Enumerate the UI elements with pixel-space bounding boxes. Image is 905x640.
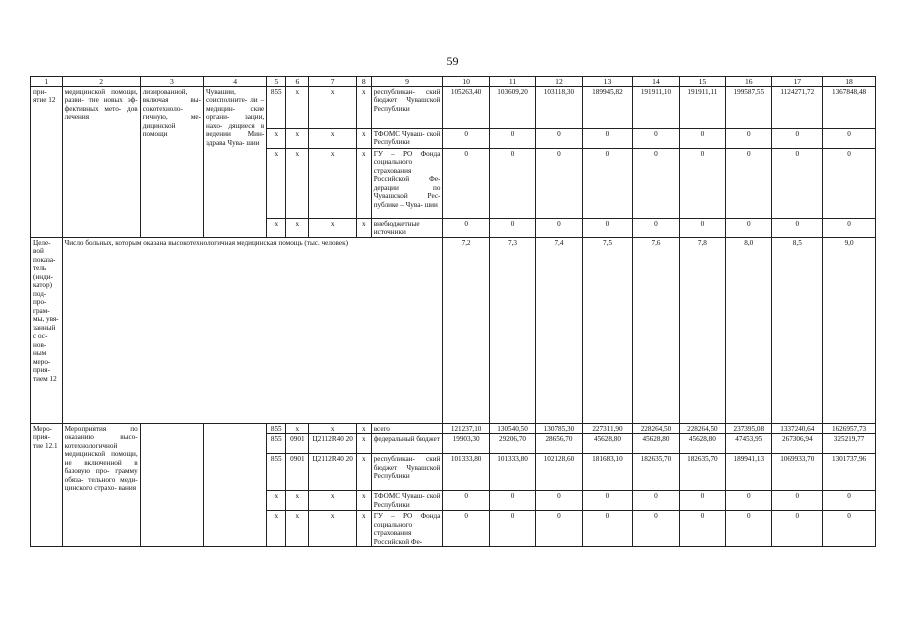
value-cell: 0 [582,219,633,238]
value-cell: 0 [726,219,772,238]
target-article-cell: х [309,424,356,434]
value-cell: 181683,10 [582,454,633,491]
value-cell: 0 [582,149,633,219]
expense-type-cell: х [356,491,371,511]
value-cell: 0 [633,219,679,238]
event-code-cell: при- ятие 12 [31,87,63,238]
value-cell: 102128,60 [536,454,582,491]
funding-source-cell: федеральный бюджет [371,434,443,454]
column-number: 9 [371,77,443,87]
value-cell: 227311,90 [582,424,633,434]
target-article-cell: Ц2112R40 20 [309,434,356,454]
section-cell: 0901 [286,454,309,491]
column-number: 5 [267,77,286,87]
expense-type-cell: х [356,129,371,149]
indicator-label-cell: Целе- вой показа- тель (инди- катор) под- про- грам- мы, увя- занный с ос- нов- ным меро- прия- тием 12 [31,238,63,424]
column-number: 13 [582,77,633,87]
value-cell: 0 [679,129,725,149]
section-cell: х [286,129,309,149]
expense-type-cell: х [356,87,371,129]
value-cell: 47453,95 [726,434,772,454]
table-row [31,424,876,434]
value-cell: 0 [443,129,489,149]
event-description-cell [140,424,203,547]
funding-source-cell: всего [371,424,443,434]
value-cell: 0 [823,149,876,219]
value-cell: 0 [726,491,772,511]
section-cell: х [286,219,309,238]
value-cell: 0 [536,491,582,511]
column-number: 18 [823,77,876,87]
value-cell: 19903,30 [443,434,489,454]
value-cell: 0 [823,129,876,149]
value-cell: 325219,77 [823,434,876,454]
column-number: 12 [536,77,582,87]
value-cell: 0 [726,149,772,219]
column-number: 4 [203,77,266,87]
value-cell: 101333,80 [489,454,535,491]
section-cell: х [286,424,309,434]
expense-type-cell: х [356,454,371,491]
responsible-executor-cell [203,424,266,547]
indicator-value-cell: 7,5 [582,238,633,424]
grbs-cell: х [267,129,286,149]
grbs-cell: 855 [267,424,286,434]
value-cell: 0 [679,511,725,547]
value-cell: 0 [823,511,876,547]
expense-type-cell: х [356,511,371,547]
target-article-cell: х [309,87,356,129]
grbs-cell: 855 [267,434,286,454]
value-cell: 0 [489,149,535,219]
funding-source-cell: ГУ – РО Фонда социального страхования Российской Фе- дерации по Чувашской Рес- публике – Чува- шии [371,149,443,219]
value-cell: 45628,80 [582,434,633,454]
column-number: 6 [286,77,309,87]
value-cell: 0 [582,129,633,149]
value-cell: 0 [443,491,489,511]
grbs-cell: х [267,511,286,547]
column-number: 10 [443,77,489,87]
value-cell: 45628,80 [679,434,725,454]
column-number: 15 [679,77,725,87]
value-cell: 0 [443,511,489,547]
indicator-value-cell: 8,0 [726,238,772,424]
value-cell: 0 [679,219,725,238]
target-article-cell: х [309,491,356,511]
value-cell: 0 [823,491,876,511]
column-number: 11 [489,77,535,87]
column-number: 8 [356,77,371,87]
value-cell: 0 [823,219,876,238]
section-cell: 0901 [286,434,309,454]
value-cell: 191911,10 [633,87,679,129]
value-cell: 1301737,96 [823,454,876,491]
value-cell: 0 [489,219,535,238]
expense-type-cell: х [356,149,371,219]
value-cell: 130540,50 [489,424,535,434]
value-cell: 199587,55 [726,87,772,129]
column-number: 14 [633,77,679,87]
indicator-value-cell: 7,2 [443,238,489,424]
value-cell: 1626957,73 [823,424,876,434]
value-cell: 0 [726,511,772,547]
value-cell: 0 [772,491,823,511]
column-number: 2 [62,77,140,87]
value-cell: 228264,50 [633,424,679,434]
value-cell: 267306,94 [772,434,823,454]
section-cell: х [286,511,309,547]
event-name-cell: медицинской помощи, разви- тие новых эф- фективных мето- дов лечения [62,87,140,238]
value-cell: 0 [489,491,535,511]
value-cell: 121237,10 [443,424,489,434]
indicator-value-cell: 7,6 [633,238,679,424]
section-cell: х [286,87,309,129]
grbs-cell: 855 [267,87,286,129]
responsible-executor-cell: Чувашии, соисполните- ли – медицин- ские органи- зации, нахо- дящиеся в ведении Мин- здрава Чува- шии [203,87,266,238]
funding-source-cell: ГУ – РО Фонда социального страхования Российской Фе- [371,511,443,547]
value-cell: 0 [536,511,582,547]
value-cell: 0 [633,129,679,149]
event-name-cell: Мероприятия по оказанию высо- котехнологичной медицинской помощи, не включенной в базовую про- грамму обяза- тельного меди- цинского страхо- вания [62,424,140,547]
value-cell: 0 [772,149,823,219]
expense-type-cell: х [356,424,371,434]
target-article-cell: х [309,511,356,547]
indicator-text-cell: Число больных, которым оказана высокотехнологичная медицинская помощь (тыс. человек) [62,238,443,424]
page-number: 59 [446,54,459,68]
target-article-cell: х [309,129,356,149]
section-cell: х [286,491,309,511]
target-article-cell: х [309,219,356,238]
grbs-cell: 855 [267,454,286,491]
value-cell: 1337240,64 [772,424,823,434]
indicator-value-cell: 8,5 [772,238,823,424]
value-cell: 0 [443,149,489,219]
value-cell: 0 [633,511,679,547]
column-number: 3 [140,77,203,87]
value-cell: 0 [536,129,582,149]
value-cell: 29206,70 [489,434,535,454]
value-cell: 0 [489,129,535,149]
expense-type-cell: х [356,434,371,454]
grbs-cell: х [267,491,286,511]
value-cell: 130785,30 [536,424,582,434]
table-row [31,87,876,129]
indicator-value-cell: 7,8 [679,238,725,424]
value-cell: 101333,80 [443,454,489,491]
funding-source-cell: ТФОМС Чуваш- ской Республики [371,129,443,149]
funding-source-cell: республикан- ский бюджет Чувашской Республики [371,454,443,491]
value-cell: 0 [772,129,823,149]
value-cell: 0 [633,149,679,219]
value-cell: 0 [582,511,633,547]
value-cell: 0 [536,149,582,219]
value-cell: 191911,11 [679,87,725,129]
value-cell: 237395,08 [726,424,772,434]
table-header-row [31,77,876,87]
value-cell: 1069933,70 [772,454,823,491]
funding-source-cell: ТФОМС Чуваш- ской Республики [371,491,443,511]
value-cell: 103118,30 [536,87,582,129]
funding-source-cell: республикан- ский бюджет Чувашской Республики [371,87,443,129]
value-cell: 1367848,48 [823,87,876,129]
indicator-value-cell: 7,4 [536,238,582,424]
value-cell: 105263,40 [443,87,489,129]
value-cell: 0 [536,219,582,238]
value-cell: 0 [443,219,489,238]
value-cell: 0 [679,491,725,511]
value-cell: 0 [772,511,823,547]
value-cell: 0 [772,219,823,238]
event-description-cell: лизированной, включая вы- сокотехноло- гичную, ме- дицинской помощи [140,87,203,238]
value-cell: 0 [582,491,633,511]
event-code-cell: Меро- прия- тие 12.1 [31,424,63,547]
indicator-row [31,238,876,424]
value-cell: 182635,70 [679,454,725,491]
indicator-value-cell: 9,0 [823,238,876,424]
grbs-cell: х [267,219,286,238]
value-cell: 228264,50 [679,424,725,434]
value-cell: 189945,82 [582,87,633,129]
value-cell: 28656,70 [536,434,582,454]
column-number: 1 [31,77,63,87]
target-article-cell: х [309,149,356,219]
column-number: 17 [772,77,823,87]
value-cell: 1124271,72 [772,87,823,129]
value-cell: 0 [679,149,725,219]
value-cell: 182635,70 [633,454,679,491]
column-number: 7 [309,77,356,87]
funding-source-cell: внебюджетные источники [371,219,443,238]
value-cell: 0 [489,511,535,547]
budget-table [30,76,876,547]
value-cell: 0 [633,491,679,511]
value-cell: 189941,13 [726,454,772,491]
target-article-cell: Ц2112R40 20 [309,454,356,491]
section-cell: х [286,149,309,219]
column-number: 16 [726,77,772,87]
indicator-value-cell: 7,3 [489,238,535,424]
value-cell: 45628,80 [633,434,679,454]
value-cell: 103609,20 [489,87,535,129]
expense-type-cell: х [356,219,371,238]
grbs-cell: х [267,149,286,219]
value-cell: 0 [726,129,772,149]
